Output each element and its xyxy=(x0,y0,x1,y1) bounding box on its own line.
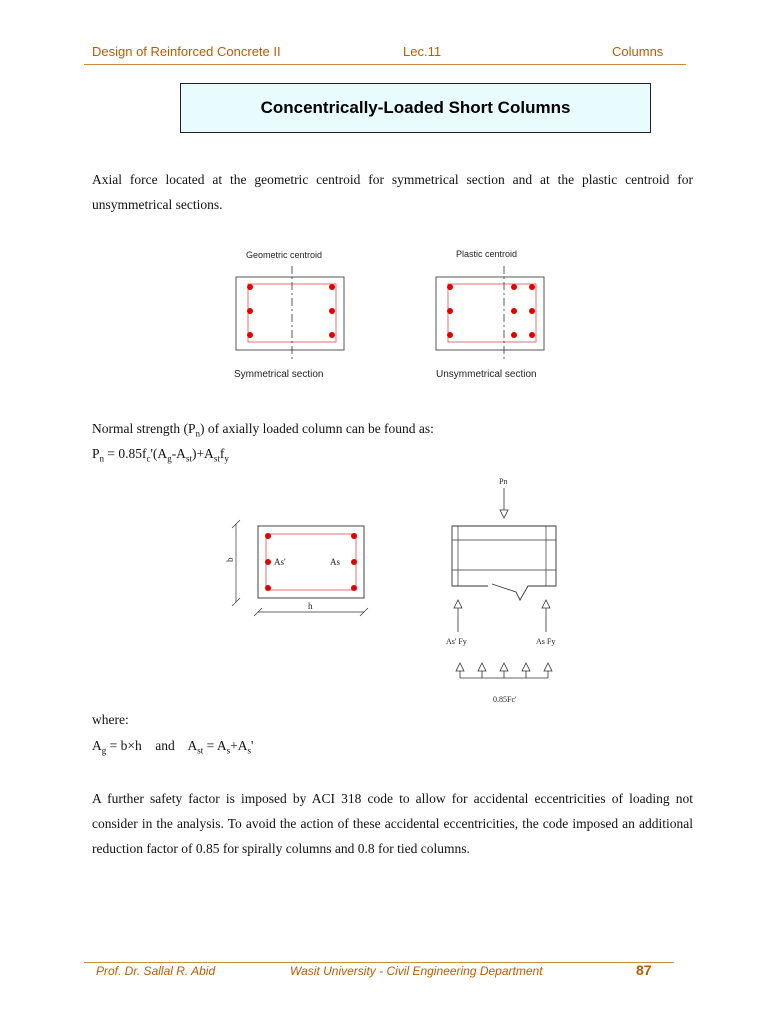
free-body-diagram xyxy=(446,477,556,704)
title-box xyxy=(180,83,651,133)
geometric-centroid-label: Geometric centroid xyxy=(246,250,323,260)
plastic-centroid-label: Plastic centroid xyxy=(456,249,518,259)
as-fy-label: As Fy xyxy=(536,637,556,646)
strength-equation: $P_n = 0.85f_c'(A_g-A_{st})+A_{st}f_y$ xyxy=(92,446,229,464)
concrete-stress-block xyxy=(456,663,552,678)
column-forces-figure xyxy=(210,474,580,710)
rebar-dots-unsymmetrical xyxy=(447,284,535,338)
pn-arrow xyxy=(500,510,508,518)
as-label: As xyxy=(330,557,341,567)
page-number: 87 xyxy=(636,962,652,978)
page-title: Concentrically-Loaded Short Columns xyxy=(260,98,571,117)
as-prime-label: As' xyxy=(274,557,286,567)
strength-sentence: Normal strength $(P_n)$ of axially loaded column can be found as: xyxy=(92,421,434,439)
rebar-dots-symmetrical xyxy=(247,284,335,338)
symmetrical-caption: Symmetrical section xyxy=(234,369,324,380)
b-label: b xyxy=(225,557,235,562)
header-topic: Columns xyxy=(612,44,664,59)
footer-rule xyxy=(84,962,674,963)
header-rule xyxy=(84,64,686,65)
intro-paragraph: Axial force located at the geometric centroid for symmetrical section and at the plastic centroid for unsymmetrical sections. xyxy=(92,172,693,212)
unsymmetrical-section xyxy=(436,266,544,360)
h-label: h xyxy=(308,601,313,611)
header-course: Design of Reinforced Concrete II xyxy=(92,44,281,59)
pn-label: Pn xyxy=(499,477,508,486)
unsymmetrical-caption: Unsymmetrical section xyxy=(436,369,537,380)
centroid-figure xyxy=(210,240,570,385)
footer-institution: Wasit University - Civil Engineering Department xyxy=(290,964,543,978)
column-cross-section xyxy=(225,520,368,616)
symmetrical-section xyxy=(236,266,344,360)
footer-author: Prof. Dr. Sallal R. Abid xyxy=(96,964,216,978)
fc-label: 0.85Fc' xyxy=(493,695,517,704)
where-label: where: xyxy=(92,712,129,727)
area-definitions: $A_g = b\times h$ and $A_{st} = A_s+A_s'$ xyxy=(92,738,254,756)
header-lecture: Lec.11 xyxy=(403,44,442,59)
as-prime-fy-label: As' Fy xyxy=(446,637,467,646)
safety-paragraph: A further safety factor is imposed by ACI 318 code to allow for accidental eccentricities of loading not consider in the analysis. To avoid the action of these accidental eccentricities, the code imposed an additional reduction factor of 0.85 for spirally columns and 0.8 for tied columns. xyxy=(92,791,693,856)
